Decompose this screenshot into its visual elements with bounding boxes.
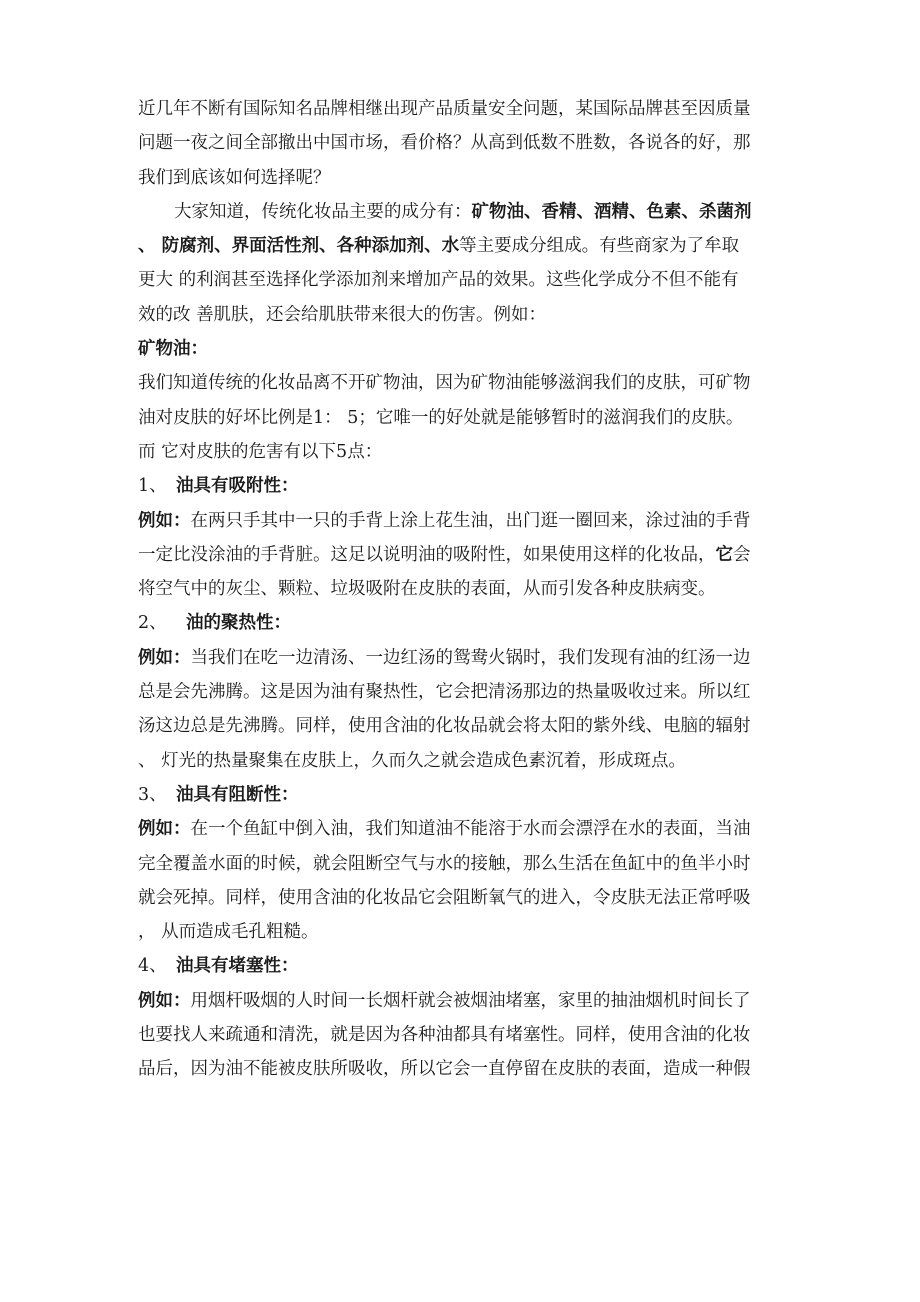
item-1-heading <box>138 469 788 503</box>
item-4-line-2: 也要找人来疏通和清洗，就是因为各种油都具有堵塞性。同样，使用含油的化妆 <box>138 1025 751 1046</box>
para2-ingredients-bold: 矿物油、香精、酒精、色素、杀菌剂 <box>471 201 752 222</box>
item-2-line-2: 总是会先沸腾。这是因为油有聚热性，它会把清汤那边的热量吸收过来。所以红 <box>138 682 751 703</box>
item-4-title: 油具有堵塞性： <box>176 956 299 977</box>
item-3-line-4: ， 从而造成毛孔粗糙。 <box>138 922 319 943</box>
item-4-example-label: 例如： <box>138 990 191 1011</box>
para2-line-4: 效的改 善肌肤，还会给肌肤带来很大的伤害。例如： <box>138 304 547 325</box>
item-2-line-4: 、 灯光的热量聚集在皮肤上，久而久之就会造成色素沉着，形成斑点。 <box>138 750 687 771</box>
mineral-line-1: 我们知道传统的化妆品离不开矿物油，因为矿物油能够滋润我们的皮肤，可矿物 <box>138 373 751 394</box>
para2-line-1 <box>138 195 788 229</box>
item-1-text-1: 在两只手其中一只的手背上涂上花生油，出门逛一圈回来，涂过油的手背 <box>190 510 751 531</box>
para2-ingredients-bold-2: 、 防腐剂、界面活性剂、各种添加剂、水 <box>138 236 460 257</box>
intro-line-3: 我们到底该如何选择呢？ <box>138 167 331 188</box>
item-1-line-1 <box>138 504 788 538</box>
item-2-line-1 <box>138 641 788 675</box>
item-1-title: 油具有吸附性： <box>176 476 299 497</box>
document-body <box>138 92 788 1087</box>
item-3-line-1 <box>138 812 788 846</box>
item-1-number: 1、 <box>138 476 167 497</box>
item-2-example-label: 例如： <box>138 647 191 668</box>
item-4-number: 4、 <box>138 956 167 977</box>
item-3-example-label: 例如： <box>138 819 191 840</box>
item-3-text-1: 在一个鱼缸中倒入油，我们知道油不能溶于水而会漂浮在水的表面，当油 <box>190 819 751 840</box>
item-1-line-3: 将空气中的灰尘、颗粒、垃圾吸附在皮肤的表面，从而引发各种皮肤病变。 <box>138 579 716 600</box>
item-3-line-3: 就会死掉。同样，使用含油的化妆品它会阻断氧气的进入，令皮肤无法正常呼吸 <box>138 887 751 908</box>
item-2-number: 2、 <box>138 613 167 634</box>
item-2-heading <box>138 606 788 640</box>
intro-line-1: 近几年不断有国际知名品牌相继出现产品质量安全问题，某国际品牌甚至因质量 <box>138 99 751 119</box>
item-4-text-1: 用烟杆吸烟的人时间一长烟杆就会被烟油堵塞，家里的抽油烟机时间长了 <box>190 990 751 1011</box>
intro-line-2: 问题一夜之间全部撤出中国市场，看价格？从高到低数不胜数，各说各的好，那 <box>138 133 751 154</box>
para2-text-2: 等主要成分组成。有些商家为了牟取 <box>459 236 740 257</box>
item-4-line-3: 品后，因为油不能被皮肤所吸收，所以它会一直停留在皮肤的表面，造成一种假 <box>138 1059 751 1080</box>
item-1-text-2-bold: 它 <box>715 544 733 565</box>
section-heading-mineral-oil: 矿物油： <box>138 339 208 360</box>
mineral-line-2: 油对皮肤的好坏比例是1： 5；它唯一的好处就是能够暂时的滋润我们的皮肤。 <box>138 407 744 428</box>
item-2-text-1: 当我们在吃一边清汤、一边红汤的鸳鸯火锅时，我们发现有油的红汤一边 <box>190 647 751 668</box>
item-1-text-2: 一定比没涂油的手背脏。这足以说明油的吸附性，如果使用这样的化妆品， <box>138 544 716 565</box>
mineral-line-3: 而 它对皮肤的危害有以下5点： <box>138 441 383 462</box>
item-3-title: 油具有阻断性： <box>176 784 299 805</box>
item-1-text-2-post: 会 <box>733 544 751 565</box>
para2-text: 大家知道，传统化妆品主要的成分有： <box>174 201 472 222</box>
para2-line-3: 更大 的利润甚至选择化学添加剂来增加产品的效果。这些化学成分不但不能有 <box>138 270 739 291</box>
item-1-example-label: 例如： <box>138 510 191 531</box>
item-2-title: 油的聚热性： <box>186 613 291 634</box>
item-3-heading <box>138 778 788 812</box>
item-1-line-2 <box>138 538 788 572</box>
item-4-heading <box>138 949 788 983</box>
item-3-number: 3、 <box>138 784 167 805</box>
para2-line-2 <box>138 229 788 263</box>
item-3-line-2: 完全覆盖水面的时候，就会阻断空气与水的接触，那么生活在鱼缸中的鱼半小时 <box>138 853 751 874</box>
item-4-line-1 <box>138 984 788 1018</box>
item-2-line-3: 汤这边总是先沸腾。同样，使用含油的化妆品就会将太阳的紫外线、电脑的辐射 <box>138 716 751 737</box>
